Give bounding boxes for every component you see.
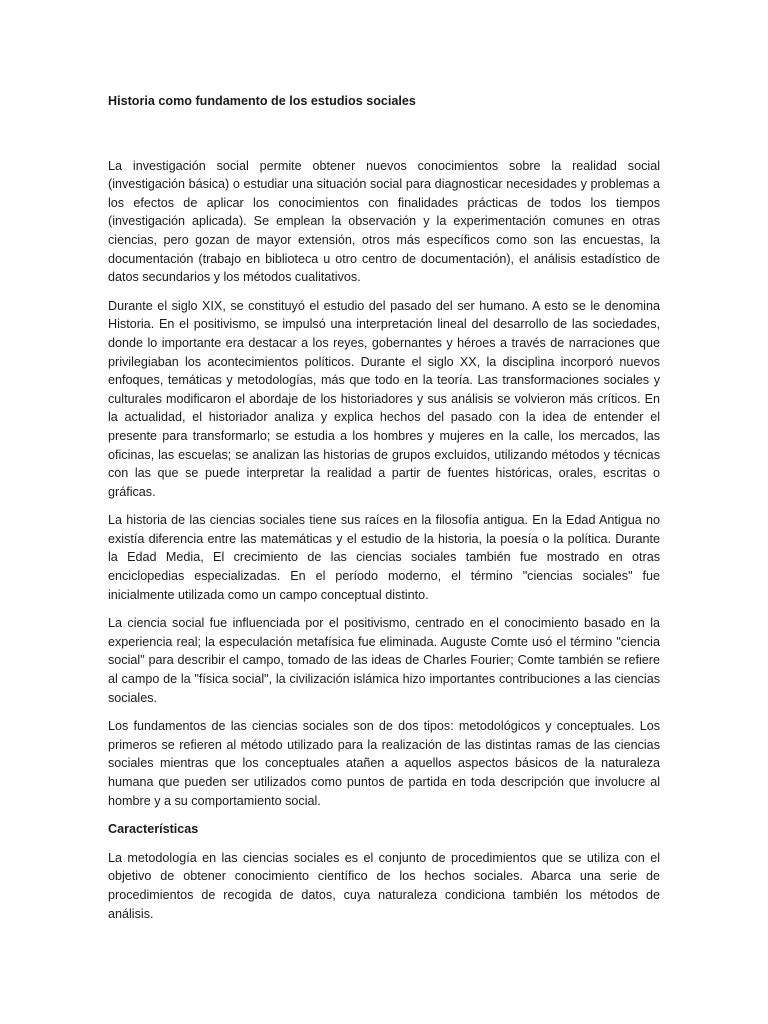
section-heading-caracteristicas: Características <box>108 822 199 837</box>
paragraph-metodologia: La metodología en las ciencias sociales es el conjunto de procedimientos que se utiliza con el objetivo de obtener conocimiento científico de los hechos sociales. Abarca una serie de procedimientos de recogida de datos, cuya naturaleza condiciona también los métodos de análisis. <box>108 850 660 921</box>
paragraph-positivismo: La ciencia social fue influenciada por el positivismo, centrado en el conocimiento basado en la experiencia real; la especulación metafísica fue eliminada. Auguste Comte usó el término "ciencia social" para describir el campo, tomado de las ideas de Charles Fourier; Comte también se refiere al campo de la "física social", la civilización islámica hizo importantes contribuciones a las ciencias sociales. <box>108 616 660 705</box>
paragraph-investigacion-social: La investigación social permite obtener nuevos conocimientos sobre la realidad social (investigación básica) o estudiar una situación social para diagnosticar necesidades y problemas a los efectos de aplicar los conocimientos con finalidades prácticas de todos los tiempos (investigación aplicada). Se emplean la observación y la experimentación comunes en otras ciencias, pero gozan de mayor extensión, otros más específicos como son las encuestas, la documentación (trabajo en biblioteca u otro centro de documentación), el análisis estadístico de datos secundarios y los métodos cualitativos. <box>108 158 660 285</box>
paragraph-historia-ciencias-sociales: La historia de las ciencias sociales tiene sus raíces en la filosofía antigua. En la Edad Antigua no existía diferencia entre las matemáticas y el estudio de la historia, la poesía o la política. Durante la Edad Media, El crecimiento de las ciencias sociales también fue mostrado en otras enciclopedias especializadas. En el período moderno, el término "ciencias sociales" fue inicialmente utilizada como un campo conceptual distinto. <box>108 513 660 602</box>
document-title: Historia como fundamento de los estudios sociales <box>108 94 416 108</box>
paragraph-siglo-xix: Durante el siglo XIX, se constituyó el estudio del pasado del ser humano. A esto se le denomina Historia. En el positivismo, se impulsó una interpretación lineal del desarrollo de las sociedades, donde lo importante era destacar a los reyes, gobernantes y héroes a través de narraciones que privilegiaban los acontecimientos políticos. Durante el siglo XX, la disciplina incorporó nuevos enfoques, temáticas y metodologías, más que todo en la teoría. Las transformaciones sociales y culturales modificaron el abordaje de los historiadores y sus análisis se volvieron más críticos. En la actualidad, el historiador analiza y explica hechos del pasado con la idea de entender el presente para transformarlo; se estudia a los hombres y mujeres en la calle, los mercados, las oficinas, las escuelas; se analizan las historias de grupos excluidos, utilizando métodos y técnicas con las que se puede interpretar la realidad a partir de fuentes históricas, orales, escritas o gráficas. <box>108 298 660 499</box>
document-page <box>108 92 660 933</box>
paragraph-fundamentos: Los fundamentos de las ciencias sociales son de dos tipos: metodológicos y conceptuales. Los primeros se refieren al método utilizado para la realización de las distintas ramas de las ciencias sociales mientras que los conceptuales atañen a aquellos aspectos básicos de la naturaleza humana que pueden ser utilizados como puntos de partida en toda descripción que involucre al hombre y a su comportamiento social. <box>108 719 660 808</box>
